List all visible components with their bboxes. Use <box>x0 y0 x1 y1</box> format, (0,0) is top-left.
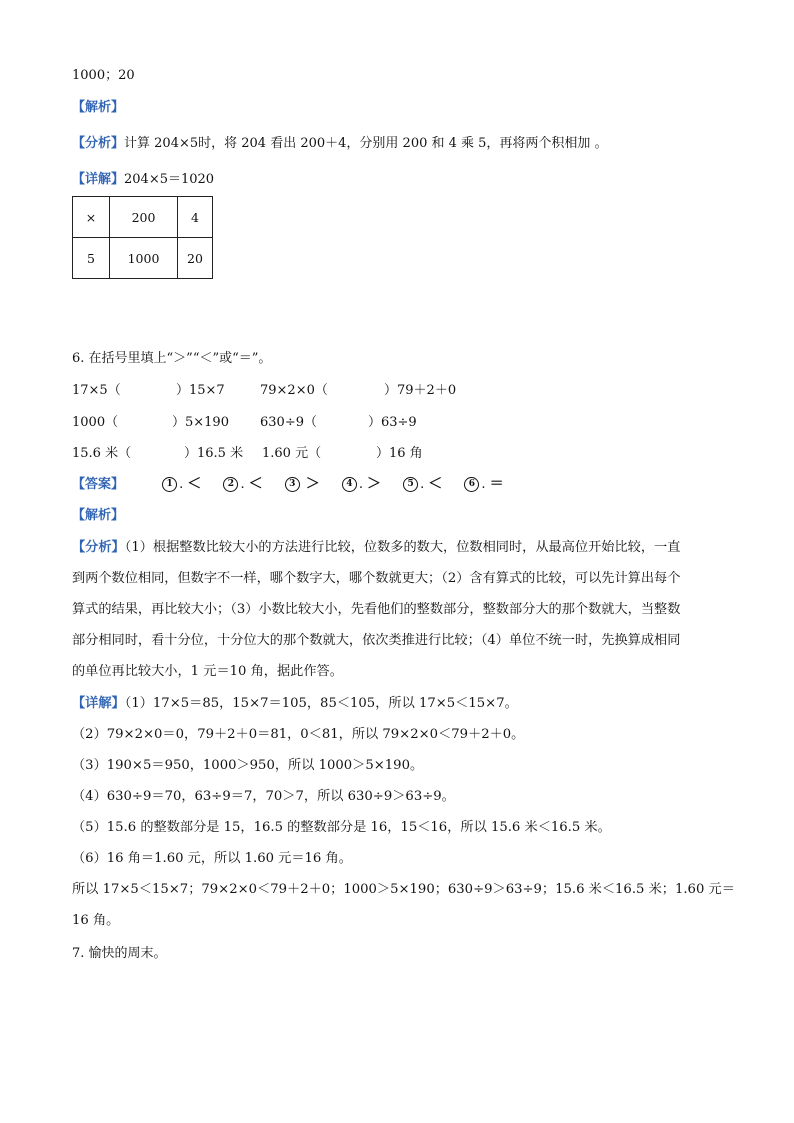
q6-item-left-rhs: ）15×7 <box>176 383 225 398</box>
circled-number: 3 <box>285 477 300 492</box>
q5-analysis <box>72 134 608 154</box>
table-cell: 200 <box>110 197 178 238</box>
analysis-line <box>72 532 722 563</box>
xiangjie-tag: 【详解】 <box>72 696 125 711</box>
q6-item-left-rhs: ）16.5 米 <box>184 446 244 461</box>
detail-line: 16 角。 <box>72 913 120 928</box>
detail-line: （3）190×5＝950，1000＞950，所以 1000＞5×190。 <box>72 758 424 773</box>
xiangjie-tag: 【详解】 <box>72 172 125 187</box>
answer-symbol: ＜ <box>248 476 263 492</box>
q5-analysis-text: 计算 204×5时，将 204 看出 200＋4，分别用 200 和 4 乘 5，再将两个积相加 。 <box>124 136 608 151</box>
detail-line: （5）15.6 的整数部分是 15，16.5 的整数部分是 16，15＜16，所以 15.6 米＜16.5 米。 <box>72 820 611 835</box>
answer-symbol: ＜ <box>428 476 443 492</box>
previous-answer: 1000；20 <box>72 68 135 83</box>
q6-item-right: 79×2×0（ <box>260 383 328 398</box>
daan-tag: 【答案】 <box>72 477 125 492</box>
q6-detail <box>72 688 735 936</box>
q7-title: 7. 愉快的周末。 <box>72 946 167 961</box>
circled-number: 4 <box>342 477 357 492</box>
fenxi-tag: 【分析】 <box>72 540 125 555</box>
q6-jiexi-tag: 【解析】 <box>72 508 125 523</box>
q6-answer <box>72 474 522 495</box>
fenxi-tag: 【分析】 <box>72 136 125 151</box>
circled-number: 6 <box>464 477 479 492</box>
answer-symbol: ＞ <box>305 476 320 492</box>
answer-symbol: ＝ <box>489 476 504 492</box>
table-cell: 1000 <box>110 238 178 279</box>
q6-title: 6. 在括号里填上“＞”“＜”或“＝”。 <box>72 351 272 366</box>
answer-item: 4 . ＞ <box>342 474 381 495</box>
q5-detail <box>72 170 214 190</box>
answer-item: 5 . ＜ <box>403 474 442 495</box>
table-cell: × <box>73 197 110 238</box>
detail-line: 所以 17×5＜15×7；79×2×0＜79＋2＋0；1000＞5×190；630÷9＞63÷9；15.6 米＜16.5 米；1.60 元＝ <box>72 882 735 897</box>
q6-item-right: 1.60 元（ <box>262 446 322 461</box>
q6-item-left: 1000（ <box>72 415 119 430</box>
analysis-text: （1）根据整数比较大小的方法进行比较，位数多的数大，位数相同时，从最高位开始比较，一直 <box>124 540 681 555</box>
answer-item: 1 . ＜ <box>162 474 201 495</box>
answer-item: 2 . ＜ <box>223 474 262 495</box>
answer-item: 6 . ＝ <box>464 474 503 495</box>
detail-text: （1）17×5＝85，15×7＝105，85＜105，所以 17×5＜15×7。 <box>124 696 518 711</box>
detail-line: （6）16 角＝1.60 元，所以 1.60 元＝16 角。 <box>72 851 352 866</box>
detail-line: （4）630÷9＝70，63÷9＝7，70＞7，所以 630÷9＞63÷9。 <box>72 789 455 804</box>
q5-jiexi-tag: 【解析】 <box>72 100 125 115</box>
q6-item-left: 17×5（ <box>72 383 121 398</box>
table-cell: 4 <box>178 197 213 238</box>
table-row <box>73 197 213 238</box>
detail-line: （2）79×2×0＝0，79＋2＋0＝81，0＜81，所以 79×2×0＜79＋2＋0。 <box>72 727 525 742</box>
q5-detail-text: 204×5＝1020 <box>124 172 215 187</box>
answer-symbol: ＜ <box>187 476 202 492</box>
circled-number: 2 <box>223 477 238 492</box>
q6-item-left: 15.6 米（ <box>72 446 132 461</box>
analysis-line: 算式的结果，再比较大小；（3）小数比较大小，先看他们的整数部分，整数部分大的那个数就大，当整数 <box>72 602 681 617</box>
q6-item-right-rhs: ）63÷9 <box>368 415 417 430</box>
q6-analysis <box>72 532 722 687</box>
answer-item <box>285 474 320 495</box>
multiplication-table <box>72 196 213 279</box>
table-cell: 5 <box>73 238 110 279</box>
table-row <box>73 238 213 279</box>
q6-item-right-rhs: ）16 角 <box>376 446 423 461</box>
analysis-line: 到两个数位相同，但数字不一样，哪个数字大，哪个数就更大；（2）含有算式的比较，可以先计算出每个 <box>72 571 681 586</box>
detail-line <box>72 688 722 719</box>
q6-item-right-rhs: ）79＋2＋0 <box>384 383 457 398</box>
analysis-line: 部分相同时，看十分位，十分位大的那个数就大，依次类推进行比较；（4）单位不统一时，先换算成相同 <box>72 633 681 648</box>
q6-item-right: 630÷9（ <box>260 415 317 430</box>
table-cell: 20 <box>178 238 213 279</box>
circled-number: 1 <box>162 477 177 492</box>
answer-symbol: ＞ <box>367 476 381 492</box>
analysis-line: 的单位再比较大小，1 元＝10 角，据此作答。 <box>72 664 343 679</box>
q6-item-left-rhs: ）5×190 <box>172 415 229 430</box>
circled-number: 5 <box>403 477 418 492</box>
